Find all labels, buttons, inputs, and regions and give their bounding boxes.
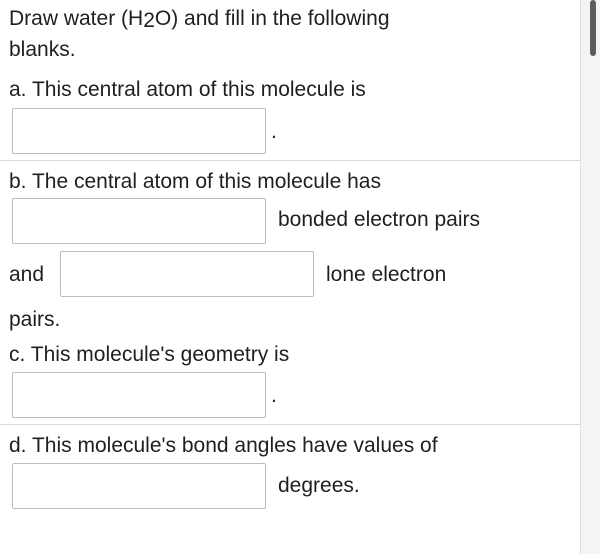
scroll-track[interactable] (580, 0, 600, 554)
part-c-answer-field[interactable] (12, 372, 266, 418)
intro-text-start: Draw water (H (9, 7, 144, 30)
part-a-period: . (271, 120, 277, 143)
part-b-label: b. The central atom of this molecule has (9, 170, 381, 193)
part-c-label: c. This molecule's geometry is (9, 343, 290, 366)
divider-c-d (0, 424, 580, 425)
part-b-lone-text: lone electron (326, 263, 447, 286)
question-intro (9, 6, 390, 32)
part-b-bonded-text: bonded electron pairs (278, 208, 480, 231)
part-b-continuation: pairs. (9, 308, 61, 331)
part-d-degrees-text: degrees. (278, 474, 360, 497)
divider-a-b (0, 160, 580, 161)
part-a-label: a. This central atom of this molecule is (9, 78, 366, 101)
question-intro-line2: blanks. (9, 38, 76, 61)
part-a-answer-field[interactable] (12, 108, 266, 154)
part-b-and-text: and (9, 263, 45, 286)
intro-subscript: 2 (143, 9, 155, 32)
part-b-lone-pairs-field[interactable] (60, 251, 314, 297)
part-d-answer-field[interactable] (12, 463, 266, 509)
part-c-period: . (271, 384, 277, 407)
part-b-bonded-pairs-field[interactable] (12, 198, 266, 244)
part-d-label: d. This molecule's bond angles have values of (9, 434, 438, 457)
scroll-thumb[interactable] (590, 0, 596, 56)
intro-text-end: O) and fill in the following (154, 7, 390, 30)
